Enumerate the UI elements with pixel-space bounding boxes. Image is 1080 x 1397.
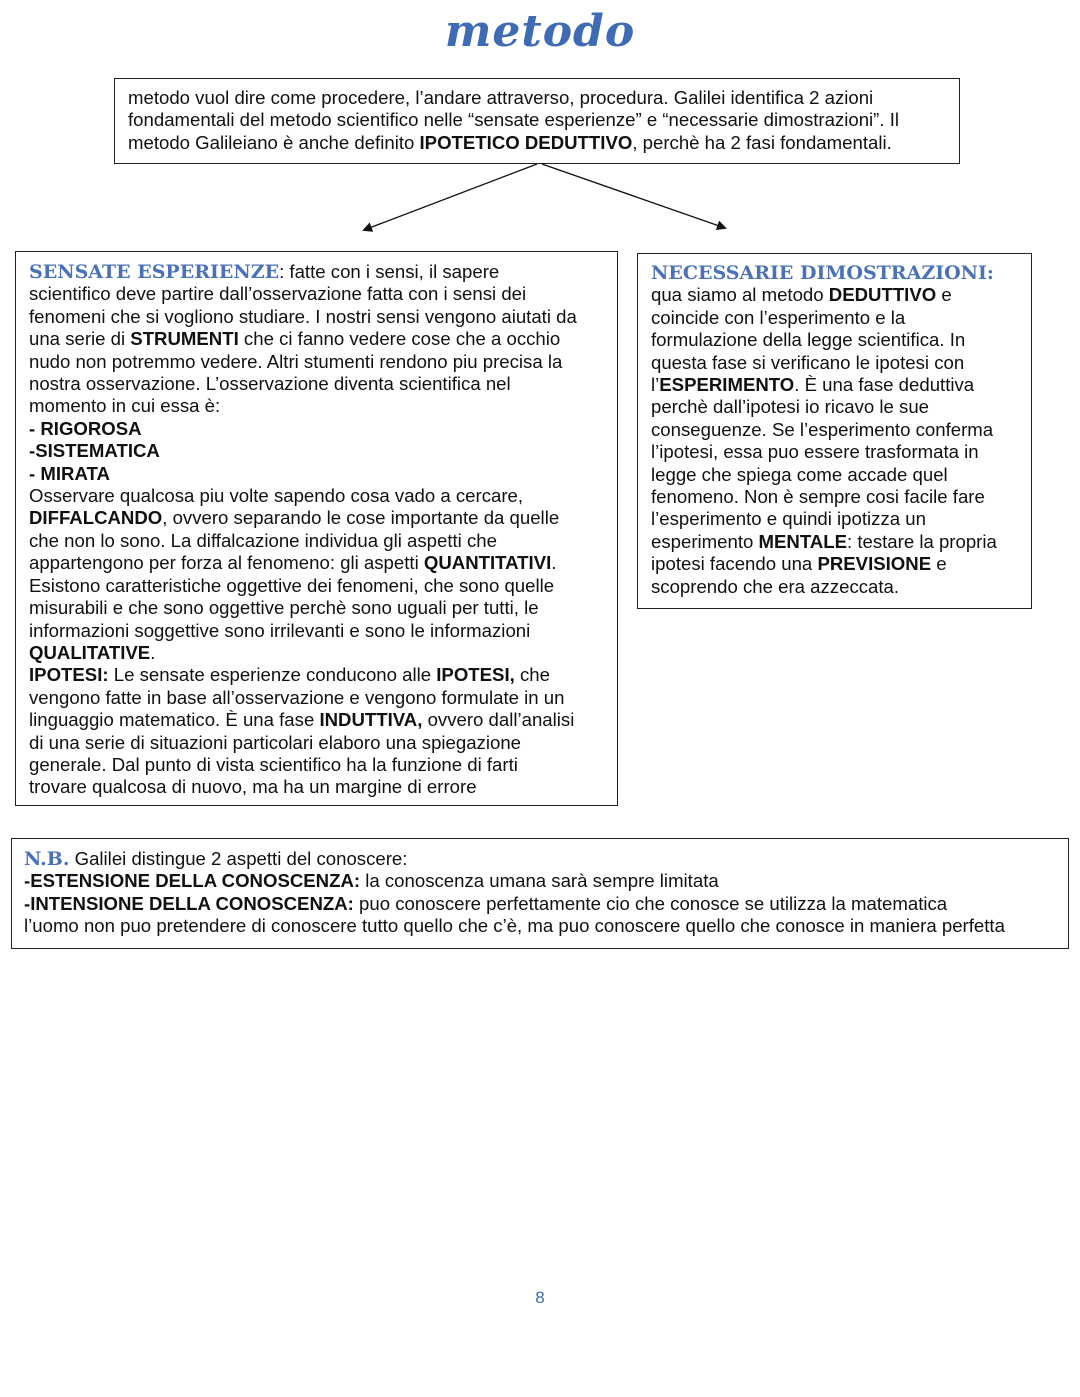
estensione-line: -ESTENSIONE DELLA CONOSCENZA: la conoscenza umana sarà sempre limitata <box>24 870 719 892</box>
ipotesi-line: IPOTESI: Le sensate esperienze conducono alle IPOTESI, che <box>29 664 550 686</box>
intensione-line: -INTENSIONE DELLA CONOSCENZA: puo conoscere perfettamente cio che conosce se utilizza la matematica <box>24 892 948 914</box>
necessarie-dimostrazioni-heading: NECESSARIE DIMOSTRAZIONI: <box>651 262 994 284</box>
list-item-rigorosa: - RIGOROSA <box>29 417 142 439</box>
nota-bene-heading: N.B. <box>24 848 70 870</box>
necessarie-dimostrazioni-box: NECESSARIE DIMOSTRAZIONI: qua siamo al metodo DEDUTTIVO e coincide con l’esperimento e la formulazione della legge scientifica. In questa fase si verificano le ipotesi con l’ESPERIMENTO. È una fase deduttiva perchè dall’ipotesi io ricavo le sue conseguenze. Se l’esperimento conferma l’ipotesi, essa puo essere trasformata in legge che spiega come accade quel fenomeno. Non è sempre cosi facile fare l’esperimento e quindi ipotizza un esperimento MENTALE: testare la propria ipotesi facendo una PREVISIONE e scoprendo che era azzeccata. <box>637 253 1032 609</box>
intro-line-1: metodo vuol dire come procedere, l’andare attraverso, procedura. Galilei identifica 2 azioni <box>128 87 874 108</box>
sensate-esperienze-heading: SENSATE ESPERIENZE <box>29 261 280 283</box>
intro-line-2: fondamentali del metodo scientifico nelle “sensate esperienze” e “necessarie dimostrazioni”. Il <box>128 109 899 131</box>
page-title: metodo <box>444 6 636 57</box>
connector-arrows <box>0 0 1080 260</box>
intro-line-3: metodo Galileiano è anche definito IPOTETICO DEDUTTIVO, perchè ha 2 fasi fondamentali. <box>128 131 892 153</box>
arrow-right <box>542 164 725 228</box>
arrow-left <box>364 164 537 230</box>
nota-bene-box: N.B. Galilei distingue 2 aspetti del conoscere: -ESTENSIONE DELLA CONOSCENZA: la conoscenza umana sarà sempre limitata -INTENSIONE DELLA CONOSCENZA: puo conoscere perfettamente cio che conosce se utilizza la matematica l’uomo non puo pretendere di conoscere tutto quello che c’è, ma puo conoscere quello che conosce in maniera perfetta <box>11 838 1069 949</box>
ipotetico-deduttivo-term: IPOTETICO DEDUTTIVO <box>419 131 633 153</box>
page-number: 8 <box>535 1288 545 1307</box>
list-item-mirata: - MIRATA <box>29 462 110 484</box>
sensate-esperienze-box: SENSATE ESPERIENZE: fatte con i sensi, il sapere scientifico deve partire dall’osservazione fatta con i sensi dei fenomeni che si vogliono studiare. I nostri sensi vengono aiutati da una serie di STRUMENTI che ci fanno vedere cose che a occhio nudo non potremmo vedere. Altri stumenti rendono piu precisa la nostra osservazione. L’osservazione diventa scientifica nel momento in cui essa è: - RIGOROSA -SISTEMATICA - MIRATA Osservare qualcosa piu volte sapendo cosa vado a cercare, DIFFALCANDO, ovvero separando le cose importante da quelle che non lo sono. La diffalcazione individua gli aspetti che appartengono per forza al fenomeno: gli aspetti QUANTITATIVI. Esistono caratteristiche oggettive dei fenomeni, che sono quelle misurabili e che sono oggettive perchè sono uguali per tutti, le informazioni soggettive sono irrilevanti e sono le informazioni QUALITATIVE. IPOTESI: Le sensate esperienze conducono alle IPOTESI, che vengono fatte in base all’osservazione e vengono formulate in un linguaggio matematico. È una fase INDUTTIVA, ovvero dall’analisi di una serie di situazioni particolari elaboro una spiegazione generale. Dal punto di vista scientifico ha la funzione di farti trovare qualcosa di nuovo, ma ha un margine di errore <box>15 251 618 806</box>
list-item-sistematica: -SISTEMATICA <box>29 440 160 462</box>
